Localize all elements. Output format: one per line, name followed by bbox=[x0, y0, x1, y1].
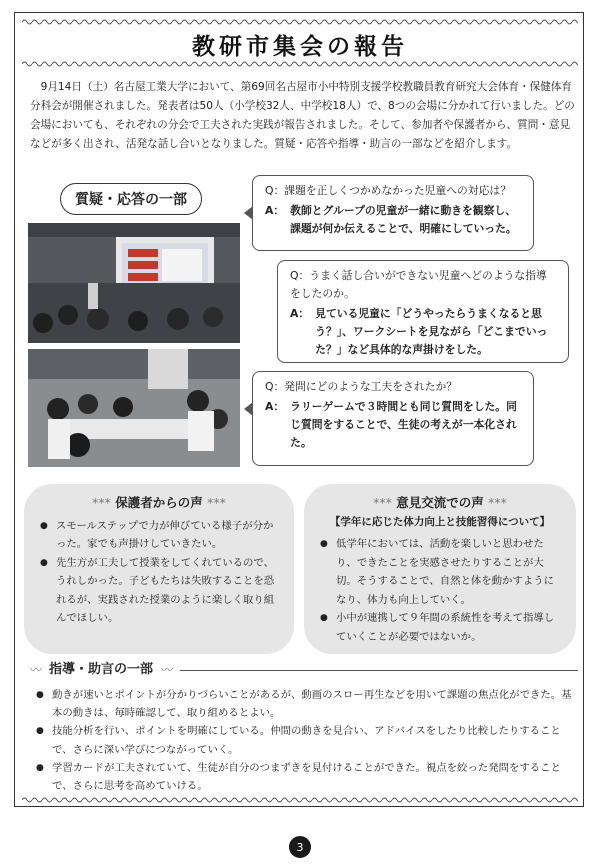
ornament-right-icon: 〰 bbox=[161, 662, 173, 677]
top-ornament bbox=[22, 18, 578, 26]
qa-question bbox=[265, 182, 521, 200]
divider bbox=[180, 670, 578, 671]
ornament-pattern bbox=[22, 60, 578, 68]
advice-heading: 指導・助言の一部 bbox=[49, 661, 154, 677]
qa-box-3 bbox=[252, 371, 534, 466]
opinion-exchange-panel bbox=[304, 484, 576, 654]
q-label: Q： bbox=[290, 269, 310, 282]
qa-box-1 bbox=[252, 175, 534, 251]
presentation-scene bbox=[28, 223, 240, 343]
advice-header bbox=[30, 660, 578, 680]
list-item: ● 低学年においては、活動を楽しいと思わせたり、できたことを実感させたりすることが大切。そうすることで、自然と体を動かすようになり、体力も向上していく。 bbox=[320, 535, 560, 609]
q-label: Q： bbox=[265, 380, 285, 393]
list-item: ● スモールステップで力が伸びている様子が分かった。家でも声掛けしていきたい。 bbox=[40, 517, 278, 554]
photo-presentation bbox=[28, 223, 240, 343]
opinions-list bbox=[320, 535, 560, 646]
parents-voice-panel bbox=[24, 484, 294, 654]
a-label: A： bbox=[290, 307, 310, 320]
ornament-pattern bbox=[22, 796, 578, 804]
qa-answer bbox=[290, 305, 556, 359]
a-label: A： bbox=[265, 400, 285, 413]
stars-left: *** bbox=[373, 495, 392, 510]
a-label: A： bbox=[265, 204, 285, 217]
qa-answer bbox=[265, 202, 521, 238]
opinions-heading-text: 意見交流での声 bbox=[396, 495, 484, 510]
q-text: 課題を正しくつかめなかった児童への対応は？ bbox=[284, 184, 512, 197]
stars-right: *** bbox=[207, 495, 226, 510]
stars-left: *** bbox=[92, 495, 111, 510]
a-text: ラリーゲームで３時間とも同じ質問をした。同じ質問をすることで、生徒の考えが一本化された。 bbox=[290, 400, 517, 449]
q-text: うまく話し合いができない児童へどのような指導をしたのか。 bbox=[290, 269, 547, 300]
list-item: ● 小中が連携して９年間の系統性を考えて指導していくことが必要ではないか。 bbox=[320, 609, 560, 646]
opinions-heading bbox=[320, 494, 560, 513]
parents-list bbox=[40, 517, 278, 628]
discussion-scene bbox=[28, 349, 240, 467]
bottom-ornament bbox=[22, 796, 578, 804]
parents-heading-text: 保護者からの声 bbox=[115, 495, 203, 510]
photo-group-discussion bbox=[28, 349, 240, 467]
q-text: 発問にどのような工夫をされたか？ bbox=[284, 380, 458, 393]
ornament-left-icon: 〰 bbox=[30, 662, 42, 677]
title-ornament bbox=[22, 60, 578, 68]
a-text: 教師とグループの児童が一緒に動きを観察し、課題が何か伝えることで、明確にしていった。 bbox=[290, 204, 517, 235]
list-item: ● 技能分析を行い、ポイントを明確にしている。仲間の動きを見合い、アドバイスをしたり比較したりすることで、さらに深い学びにつながっていく。 bbox=[36, 722, 578, 758]
advice-section bbox=[30, 660, 578, 795]
list-item: ● 学習カードが工夫されていて、生徒が自分のつまずきを見付けることができた。視点を絞った発問をすることで、さらに思考を高めていける。 bbox=[36, 759, 578, 795]
q-label: Q： bbox=[265, 184, 285, 197]
opinions-subheading: 【学年に応じた体力向上と技能習得について】 bbox=[329, 515, 551, 528]
list-item: ● 動きが速いとポイントが分かりづらいことがあるが、動画のスロー再生などを用いて課題の焦点化ができた。基本の動きは、毎時確認して、取り組めるとよい。 bbox=[36, 686, 578, 722]
intro-paragraph: 9月14日（土）名古屋工業大学において、第69回名古屋市小中特別支援学校教職員教育研究大会体育・保健体育分科会が開催されました。発表者は50人（小学校32人、中学校18人）で、8つの会場に分かれて行いました。どの会場においても、それぞれの分会で工夫された実践が報告されました。そして、参加者や保護者から、質問・意見などが多く出され、活発な話し合いとなりました。質疑・応答や指導・助言の一部などを紹介します。 bbox=[30, 81, 575, 150]
qa-question bbox=[265, 378, 521, 396]
qa-answer bbox=[265, 398, 521, 452]
qa-heading: 質疑・応答の一部 bbox=[60, 183, 202, 215]
qa-box-2 bbox=[277, 260, 569, 363]
page-title: 教研市集会の報告 bbox=[192, 33, 408, 60]
list-item: ● 先生方が工夫して授業をしてくれているので、うれしかった。子どもたちは失敗することを恐れるが、実践された授業のように楽しく取り組んでほしい。 bbox=[40, 554, 278, 628]
page-number: 3 bbox=[289, 836, 311, 858]
advice-list bbox=[30, 686, 578, 795]
a-text: 見ている児童に「どうやったらうまくなると思う？」、ワークシートを見ながら「どこまでいった？」など具体的な声掛けをした。 bbox=[315, 307, 548, 356]
qa-question bbox=[290, 267, 556, 303]
ornament-pattern bbox=[22, 18, 578, 26]
stars-right: *** bbox=[488, 495, 507, 510]
parents-heading bbox=[40, 494, 278, 513]
